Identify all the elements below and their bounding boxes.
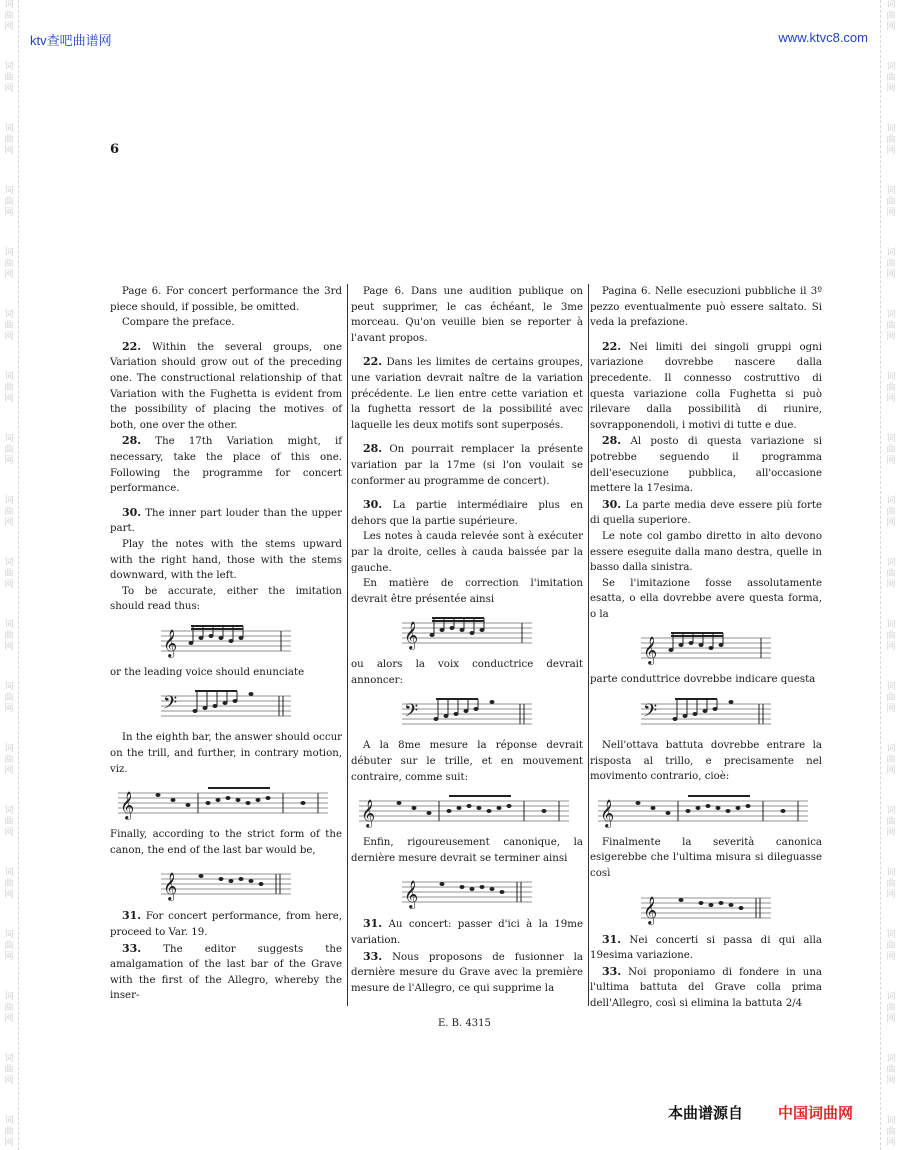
it-note-31 bbox=[590, 932, 822, 964]
svg-text:𝄞: 𝄞 bbox=[361, 799, 376, 828]
watermark-char: 曲 bbox=[886, 1065, 896, 1075]
watermark-group bbox=[0, 62, 18, 124]
it-text-30c: Se l'imitazione fosse assolutamente esatta, o ella dovrebbe avere questa forma, o la bbox=[590, 577, 822, 620]
fr-text-30: La partie intermédiaire plus en dehors que la partie supérieure. bbox=[351, 500, 583, 527]
right-dashed-border bbox=[880, 0, 881, 1150]
watermark-char: 词 bbox=[4, 682, 14, 692]
watermark-char: 曲 bbox=[4, 879, 14, 889]
watermark-char: 词 bbox=[4, 372, 14, 382]
watermark-char: 词 bbox=[886, 806, 896, 816]
watermark-group bbox=[0, 186, 18, 248]
watermark-char: 曲 bbox=[4, 569, 14, 579]
music-example-canon bbox=[118, 783, 328, 823]
en-text-33: The editor suggests the amalgamation of the last bar of the Grave with the first of the Allegro, whereby the inser- bbox=[110, 943, 342, 1002]
watermark-char: 词 bbox=[886, 372, 896, 382]
music-example-treble bbox=[641, 628, 771, 668]
watermark-char: 词 bbox=[886, 620, 896, 630]
fr-num-31: 31. bbox=[363, 917, 383, 931]
header-right-site[interactable]: www.ktvc8.com bbox=[778, 30, 868, 45]
en-note-28 bbox=[110, 433, 342, 496]
watermark-char: 网 bbox=[4, 270, 14, 280]
watermark-char: 曲 bbox=[4, 1127, 14, 1137]
watermark-char: 网 bbox=[4, 642, 14, 652]
watermark-char: 词 bbox=[886, 0, 896, 10]
watermark-group bbox=[0, 372, 18, 434]
watermark-group bbox=[0, 1116, 18, 1150]
music-example-canon bbox=[359, 791, 569, 831]
english-column bbox=[110, 284, 342, 1004]
fr-text-30e: A la 8me mesure la réponse devrait débuter sur le trille, et en mouvement contraire, comme suit: bbox=[351, 740, 583, 783]
watermark-char: 词 bbox=[4, 62, 14, 72]
fr-text-30b: Les notes à cauda relevée sont à exécuter par la droite, celles à cauda baissée par la gauche. bbox=[351, 531, 583, 574]
watermark-group bbox=[882, 1054, 900, 1116]
en-num-28: 28. bbox=[122, 434, 142, 448]
watermark-char: 词 bbox=[4, 558, 14, 568]
it-note-30 bbox=[590, 497, 822, 529]
en-num-31: 31. bbox=[122, 909, 142, 923]
it-num-30: 30. bbox=[602, 497, 622, 511]
watermark-char: 网 bbox=[886, 84, 896, 94]
watermark-char: 网 bbox=[4, 1138, 14, 1148]
watermark-group bbox=[882, 0, 900, 62]
watermark-group bbox=[0, 620, 18, 682]
svg-text:𝄞: 𝄞 bbox=[404, 621, 419, 650]
italian-column bbox=[590, 284, 822, 1012]
fr-text-28: On pourrait remplacer la présente variation par la 17me (si l'on voulait se conformer au programme de concert). bbox=[351, 444, 583, 487]
music-example-treble bbox=[161, 621, 291, 661]
fr-note-31 bbox=[351, 916, 583, 948]
watermark-char: 网 bbox=[4, 766, 14, 776]
watermark-char: 词 bbox=[4, 310, 14, 320]
watermark-char: 词 bbox=[4, 930, 14, 940]
watermark-char: 网 bbox=[4, 84, 14, 94]
fr-num-22: 22. bbox=[363, 355, 383, 369]
it-note-33 bbox=[590, 964, 822, 1012]
watermark-char: 词 bbox=[886, 930, 896, 940]
watermark-char: 曲 bbox=[886, 445, 896, 455]
watermark-char: 词 bbox=[886, 496, 896, 506]
en-num-22: 22. bbox=[122, 339, 142, 353]
watermark-group bbox=[0, 1054, 18, 1116]
watermark-char: 网 bbox=[886, 22, 896, 32]
it-text-33: Noi proponiamo di fondere in una l'ultima battuta del Grave colla prima dell'Allegro, così si elimina la battuta 2/4 bbox=[590, 966, 822, 1009]
watermark-char: 词 bbox=[886, 186, 896, 196]
column-divider-2 bbox=[588, 284, 589, 1006]
watermark-char: 词 bbox=[4, 124, 14, 134]
watermark-char: 网 bbox=[886, 332, 896, 342]
watermark-char: 词 bbox=[886, 868, 896, 878]
watermark-char: 曲 bbox=[4, 135, 14, 145]
watermark-char: 曲 bbox=[4, 631, 14, 641]
watermark-char: 网 bbox=[4, 146, 14, 156]
watermark-group bbox=[882, 992, 900, 1054]
watermark-group bbox=[882, 930, 900, 992]
left-dashed-border bbox=[18, 0, 19, 1150]
en-text-22: Within the several groups, one Variation should grow out of the preceding one. The constructional relationship of that Variation with the Fughetta is evident from the possibility of placing the motives of both, one over the other. bbox=[110, 341, 342, 431]
svg-text:𝄞: 𝄞 bbox=[163, 872, 178, 901]
watermark-char: 曲 bbox=[4, 693, 14, 703]
watermark-char: 曲 bbox=[886, 1003, 896, 1013]
watermark-group bbox=[0, 930, 18, 992]
watermark-char: 词 bbox=[4, 186, 14, 196]
it-num-31: 31. bbox=[602, 932, 622, 946]
fr-note-28 bbox=[351, 441, 583, 489]
watermark-char: 网 bbox=[886, 146, 896, 156]
music-example-bass bbox=[402, 694, 532, 734]
en-text-30c: To be accurate, either the imitation should read thus: bbox=[110, 585, 342, 613]
it-text-31: Nei concerti si passa di qui alla 19esima variazione. bbox=[590, 934, 822, 962]
watermark-char: 曲 bbox=[886, 755, 896, 765]
watermark-char: 词 bbox=[4, 744, 14, 754]
watermark-char: 网 bbox=[886, 828, 896, 838]
watermark-char: 曲 bbox=[886, 879, 896, 889]
watermark-group bbox=[882, 186, 900, 248]
en-note-31 bbox=[110, 908, 342, 940]
en-num-30: 30. bbox=[122, 505, 142, 519]
watermark-group bbox=[0, 744, 18, 806]
watermark-char: 网 bbox=[4, 580, 14, 590]
watermark-char: 网 bbox=[886, 642, 896, 652]
en-text-28: The 17th Variation might, if necessary, take the place of this one. Following the programme for concert performance. bbox=[110, 436, 342, 495]
svg-text:𝄞: 𝄞 bbox=[163, 628, 178, 657]
fr-num-33: 33. bbox=[363, 949, 383, 963]
watermark-char: 词 bbox=[4, 434, 14, 444]
en-text-30d: or the leading voice should enunciate bbox=[110, 666, 305, 678]
watermark-char: 网 bbox=[4, 208, 14, 218]
it-text-22: Nei limiti dei singoli gruppi ogni variazione dovrebbe nascere dalla precedente. Il connesso costruttivo di questa variazione colla Fughetta si può rilevare dalla possibilità di riunire, sovrapponendoli, i motivi di tutte e due. bbox=[590, 341, 822, 431]
watermark-char: 网 bbox=[886, 208, 896, 218]
header-left-site[interactable]: ktv查吧曲谱网 bbox=[30, 33, 112, 48]
watermark-char: 网 bbox=[4, 394, 14, 404]
watermark-char: 曲 bbox=[886, 135, 896, 145]
bottom-source-prefix: 本曲谱源自 bbox=[668, 1104, 744, 1122]
watermark-char: 词 bbox=[886, 992, 896, 1002]
watermark-char: 网 bbox=[4, 518, 14, 528]
svg-text:𝄢: 𝄢 bbox=[163, 693, 178, 719]
watermark-char: 曲 bbox=[886, 259, 896, 269]
watermark-char: 曲 bbox=[886, 321, 896, 331]
watermark-char: 网 bbox=[4, 1076, 14, 1086]
watermark-char: 网 bbox=[886, 1138, 896, 1148]
watermark-char: 网 bbox=[886, 704, 896, 714]
watermark-char: 网 bbox=[4, 952, 14, 962]
watermark-char: 曲 bbox=[886, 631, 896, 641]
it-text-30f: Finalmente la severità canonica esigerebbe che l'ultima misura si dileguasse così bbox=[590, 836, 822, 880]
svg-text:𝄢: 𝄢 bbox=[643, 701, 658, 727]
fr-text-31: Au concert: passer d'ici à la 19me variation. bbox=[351, 919, 583, 947]
watermark-group bbox=[882, 124, 900, 186]
watermark-group bbox=[0, 434, 18, 496]
watermark-char: 词 bbox=[4, 0, 14, 10]
watermark-char: 网 bbox=[886, 890, 896, 900]
watermark-char: 曲 bbox=[886, 11, 896, 21]
watermark-char: 词 bbox=[4, 496, 14, 506]
fr-note-33 bbox=[351, 949, 583, 997]
it-text-30d: parte conduttrice dovrebbe indicare questa bbox=[590, 674, 816, 686]
it-note-28 bbox=[590, 433, 822, 496]
watermark-group bbox=[0, 124, 18, 186]
watermark-group bbox=[0, 806, 18, 868]
watermark-char: 网 bbox=[886, 1014, 896, 1024]
column-divider-1 bbox=[347, 284, 348, 1006]
watermark-group bbox=[0, 248, 18, 310]
it-page-note: Pagina 6. Nelle esecuzioni pubbliche il 3º pezzo eventualmente può essere saltato. Si veda la prefazione. bbox=[590, 286, 822, 329]
watermark-char: 曲 bbox=[886, 197, 896, 207]
watermark-char: 词 bbox=[886, 1116, 896, 1126]
watermark-group bbox=[0, 682, 18, 744]
watermark-char: 曲 bbox=[886, 941, 896, 951]
watermark-char: 网 bbox=[886, 1076, 896, 1086]
it-text-30b: Le note col gambo diretto in alto devono essere eseguite dalla mano destra, quelle in basso dalla sinistra. bbox=[590, 530, 822, 574]
en-compare: Compare the preface. bbox=[122, 317, 235, 329]
watermark-char: 曲 bbox=[4, 817, 14, 827]
bottom-brand-link[interactable]: 中国词曲网 bbox=[778, 1104, 854, 1122]
fr-text-22: Dans les limites de certains groupes, une variation devrait naître de la variation précédente. Le lien entre cette variation et la fughetta ressort de la possibilité avec laquelle les deux motifs sont superposés. bbox=[351, 357, 583, 431]
watermark-char: 网 bbox=[4, 456, 14, 466]
fr-text-33: Nous proposons de fusionner la dernière mesure du Grave avec la première mesure de l'Allegro, ce qui supprime la bbox=[351, 951, 583, 994]
watermark-char: 网 bbox=[4, 828, 14, 838]
watermark-group bbox=[882, 744, 900, 806]
watermark-char: 曲 bbox=[4, 321, 14, 331]
watermark-char: 网 bbox=[4, 890, 14, 900]
fr-num-30: 30. bbox=[363, 498, 383, 512]
watermark-char: 词 bbox=[4, 248, 14, 258]
watermark-char: 曲 bbox=[4, 1003, 14, 1013]
svg-text:𝄞: 𝄞 bbox=[643, 895, 658, 924]
watermark-char: 词 bbox=[886, 124, 896, 134]
page-number: 6 bbox=[110, 142, 120, 157]
watermark-char: 曲 bbox=[886, 693, 896, 703]
watermark-char: 词 bbox=[886, 682, 896, 692]
watermark-char: 网 bbox=[886, 394, 896, 404]
watermark-group bbox=[882, 1116, 900, 1150]
watermark-group bbox=[882, 682, 900, 744]
watermark-group bbox=[0, 496, 18, 558]
svg-text:𝄞: 𝄞 bbox=[120, 791, 135, 820]
watermark-char: 词 bbox=[886, 1054, 896, 1064]
watermark-group bbox=[0, 310, 18, 372]
it-num-22: 22. bbox=[602, 339, 622, 353]
en-text-30e: In the eighth bar, the answer should occur on the trill, and further, in contrary motion, viz. bbox=[110, 732, 342, 775]
watermark-char: 词 bbox=[886, 310, 896, 320]
fr-num-28: 28. bbox=[363, 442, 383, 456]
watermark-char: 词 bbox=[4, 1054, 14, 1064]
it-text-28: Al posto di questa variazione si potrebbe seguendo il programma dell'esecuzione pubblica, all'occasione mettere la 17esima. bbox=[590, 436, 822, 495]
watermark-char: 曲 bbox=[4, 941, 14, 951]
watermark-char: 网 bbox=[886, 270, 896, 280]
watermark-char: 网 bbox=[886, 456, 896, 466]
watermark-char: 词 bbox=[886, 744, 896, 754]
watermark-group bbox=[882, 806, 900, 868]
en-note-22 bbox=[110, 339, 342, 434]
watermark-group bbox=[882, 310, 900, 372]
watermark-char: 词 bbox=[4, 1116, 14, 1126]
watermark-char: 曲 bbox=[4, 73, 14, 83]
watermark-char: 网 bbox=[886, 766, 896, 776]
watermark-char: 曲 bbox=[4, 11, 14, 21]
watermark-char: 词 bbox=[4, 806, 14, 816]
watermark-group bbox=[882, 248, 900, 310]
it-text-30: La parte media deve essere più forte di quella superiore. bbox=[590, 499, 822, 527]
music-example-final bbox=[161, 864, 291, 904]
watermark-group bbox=[0, 992, 18, 1054]
watermark-char: 词 bbox=[886, 62, 896, 72]
french-column bbox=[351, 284, 583, 996]
watermark-group bbox=[0, 868, 18, 930]
svg-text:𝄞: 𝄞 bbox=[643, 636, 658, 665]
it-text-30e: Nell'ottava battuta dovrebbe entrare la risposta al trillo, e precisamente nel movimento contrario, cioè: bbox=[590, 740, 822, 783]
watermark-char: 词 bbox=[4, 992, 14, 1002]
watermark-group bbox=[882, 558, 900, 620]
en-note-30 bbox=[110, 505, 342, 537]
music-example-bass bbox=[161, 686, 291, 726]
svg-text:𝄞: 𝄞 bbox=[600, 798, 615, 827]
music-example-treble bbox=[402, 613, 532, 653]
fr-note-22 bbox=[351, 354, 583, 433]
footer-catalog-code: E. B. 4315 bbox=[438, 1018, 491, 1029]
watermark-char: 网 bbox=[4, 22, 14, 32]
watermark-group bbox=[0, 0, 18, 62]
music-example-final bbox=[641, 888, 771, 928]
watermark-char: 词 bbox=[886, 434, 896, 444]
watermark-group bbox=[882, 620, 900, 682]
watermark-char: 曲 bbox=[886, 73, 896, 83]
watermark-char: 曲 bbox=[4, 507, 14, 517]
watermark-char: 网 bbox=[4, 1014, 14, 1024]
en-num-33: 33. bbox=[122, 941, 142, 955]
watermark-char: 网 bbox=[4, 332, 14, 342]
fr-text-30f: Enfin, rigoureusement canonique, la dernière mesure devrait se terminer ainsi bbox=[351, 837, 583, 864]
watermark-char: 曲 bbox=[4, 1065, 14, 1075]
en-note-33 bbox=[110, 941, 342, 1004]
en-text-30f: Finally, according to the strict form of the canon, the end of the last bar would be, bbox=[110, 829, 342, 856]
watermark-char: 曲 bbox=[886, 1127, 896, 1137]
en-text-31: For concert performance, from here, proceed to Var. 19. bbox=[110, 911, 342, 939]
watermark-char: 词 bbox=[4, 620, 14, 630]
watermark-char: 网 bbox=[4, 704, 14, 714]
en-page-note: Page 6. For concert performance the 3rd piece should, if possible, be omitted. bbox=[110, 286, 342, 313]
en-text-30: The inner part louder than the upper part. bbox=[110, 507, 342, 535]
left-side-watermark bbox=[0, 0, 18, 1150]
watermark-char: 曲 bbox=[4, 445, 14, 455]
watermark-group bbox=[0, 558, 18, 620]
watermark-char: 网 bbox=[886, 952, 896, 962]
watermark-char: 网 bbox=[886, 518, 896, 528]
watermark-char: 曲 bbox=[4, 755, 14, 765]
music-example-final bbox=[402, 872, 532, 912]
fr-text-30d: ou alors la voix conductrice devrait annoncer: bbox=[351, 659, 583, 686]
watermark-char: 词 bbox=[886, 248, 896, 258]
en-text-30b: Play the notes with the stems upward with the right hand, those with the stems downward, with the left. bbox=[110, 538, 342, 582]
watermark-char: 曲 bbox=[4, 197, 14, 207]
watermark-group bbox=[882, 434, 900, 496]
watermark-char: 曲 bbox=[4, 383, 14, 393]
svg-text:𝄢: 𝄢 bbox=[404, 701, 419, 727]
watermark-group bbox=[882, 372, 900, 434]
watermark-char: 曲 bbox=[886, 817, 896, 827]
watermark-char: 词 bbox=[4, 868, 14, 878]
it-num-28: 28. bbox=[602, 434, 622, 448]
watermark-group bbox=[882, 62, 900, 124]
fr-note-30 bbox=[351, 497, 583, 529]
fr-text-30c: En matière de correction l'imitation devrait être présentée ainsi bbox=[351, 578, 583, 605]
fr-page-note: Page 6. Dans une audition publique on peut supprimer, le cas échéant, le 3me morceau. Qu'on veuille bien se reporter à l'avant propos. bbox=[351, 286, 583, 344]
watermark-char: 曲 bbox=[886, 383, 896, 393]
right-side-watermark bbox=[882, 0, 900, 1150]
watermark-group bbox=[882, 868, 900, 930]
watermark-char: 曲 bbox=[886, 569, 896, 579]
watermark-char: 曲 bbox=[886, 507, 896, 517]
watermark-group bbox=[882, 496, 900, 558]
watermark-char: 网 bbox=[886, 580, 896, 590]
music-example-canon bbox=[598, 791, 808, 831]
it-num-33: 33. bbox=[602, 964, 622, 978]
watermark-char: 曲 bbox=[4, 259, 14, 269]
svg-text:𝄞: 𝄞 bbox=[404, 880, 419, 909]
watermark-char: 词 bbox=[886, 558, 896, 568]
music-example-bass bbox=[641, 694, 771, 734]
it-note-22 bbox=[590, 339, 822, 434]
